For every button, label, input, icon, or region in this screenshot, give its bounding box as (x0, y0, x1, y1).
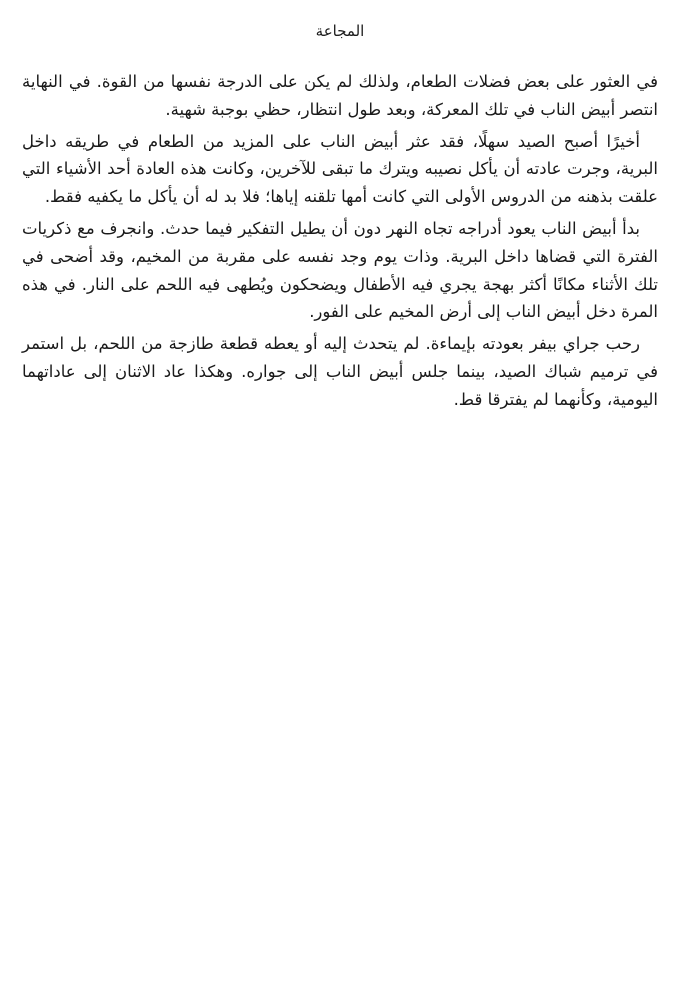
paragraph-4: رحب جراي بيفر بعودته بإيماءة. لم يتحدث إليه أو يعطه قطعة طازجة من اللحم، بل استمر في ترميم شباك الصيد، بينما جلس أبيض الناب إلى جواره. وهكذا عاد الاثنان إلى عاداتهما اليومية، وكأنهما لم يفترقا قط. (22, 334, 658, 409)
paragraph-2: أخيرًا أصبح الصيد سهلًا، فقد عثر أبيض الناب على المزيد من الطعام في طريقه داخل البرية، وجرت عادته أن يأكل نصيبه ويترك ما تبقى للآخرين، وكانت هذه العادة أحد الأشياء التي علقت بذهنه من الدروس الأولى التي كانت أمها تلقنه إياها؛ فلا بد له أن يأكل ما يكفيه فقط. (22, 131, 658, 207)
paragraph-3: بدأ أبيض الناب يعود أدراجه تجاه النهر دون أن يطيل التفكير فيما حدث. وانجرف مع ذكريات الفترة التي قضاها داخل البرية. وذات يوم وجد نفسه على مقربة من المخيم، وقد أضحى في تلك الأثناء مكانًا أكثر بهجة يجري فيه الأطفال ويضحكون ويُطهى فيه اللحم على النار. في هذه المرة دخل أبيض الناب إلى أرض المخيم على الفور. (22, 218, 658, 322)
chapter-body (22, 68, 658, 418)
paragraph-1: في العثور على بعض فضلات الطعام، ولذلك لم يكن على الدرجة نفسها من القوة. في النهاية انتصر أبيض الناب في تلك المعركة، وبعد طول انتظار، حظي بوجبة شهية. (22, 72, 658, 119)
chapter-header: المجاعة (315, 22, 365, 40)
